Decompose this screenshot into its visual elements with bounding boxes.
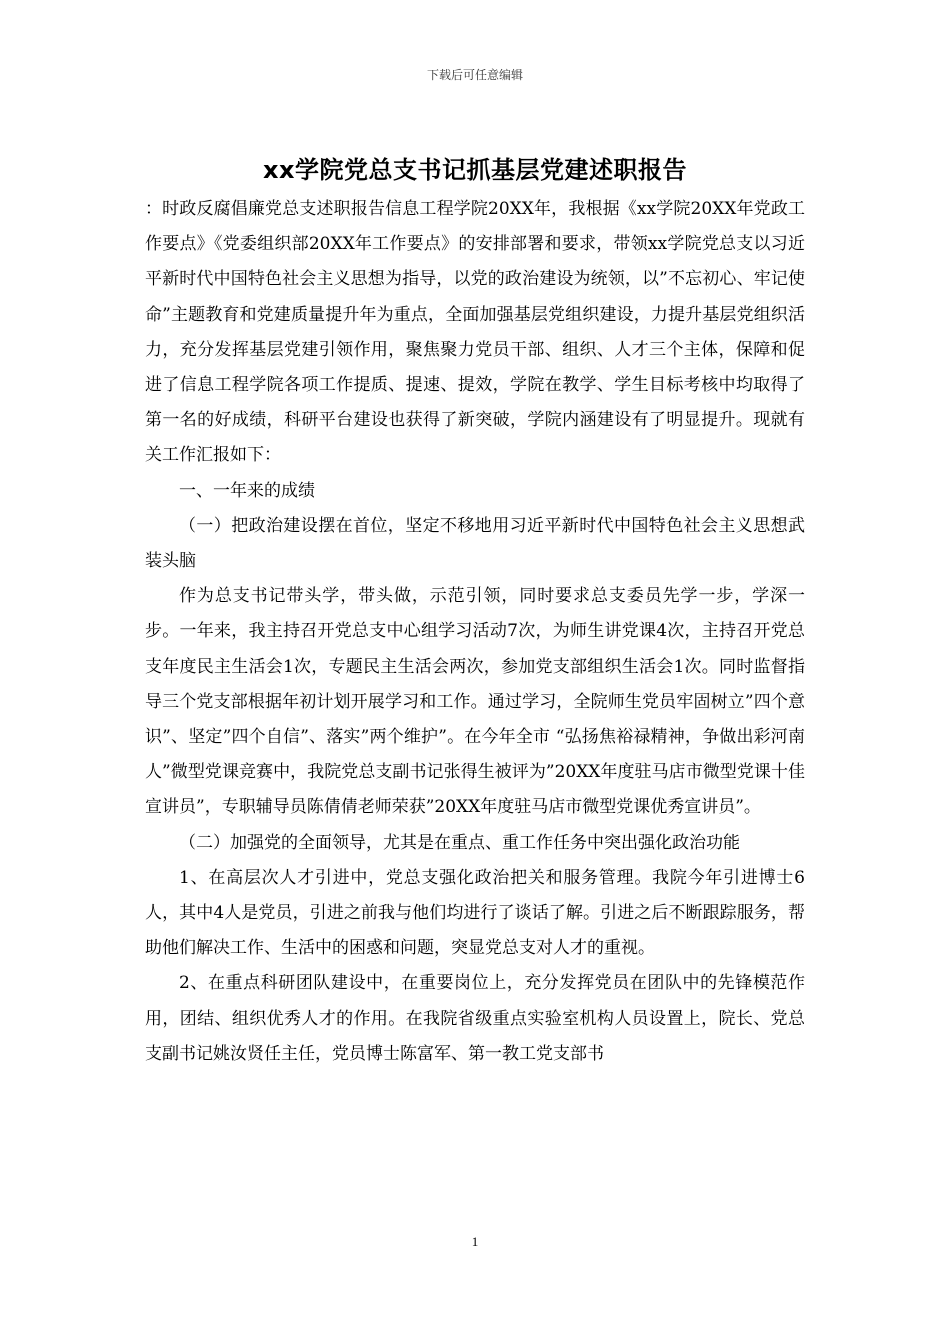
body-paragraph-intro: ：时政反腐倡廉党总支述职报告信息工程学院20XX年，我根据《xx学院20XX年党政工作要点》《党委组织部20XX年工作要点》的安排部署和要求，带领xx学院党总支以习近平新时代中国特色社会主义思想为指导，以党的政治建设为统领，以”不忘初心、牢记使命”主题教育和党建质量提升年为重点，全面加强基层党组织建设，力提升基层党组织活力，充分发挥基层党建引领作用，聚焦聚力党员干部、组织、人才三个主体，保障和促进了信息工程学院各项工作提质、提速、提效，学院在教学、学生目标考核中均取得了第一名的好成绩，科研平台建设也获得了新突破，学院内涵建设有了明显提升。现就有关工作汇报如下： xyxy=(145,199,805,466)
header-note: 下载后可任意编辑 xyxy=(426,68,523,82)
subsection-heading-political-building: （一）把政治建设摆在首位，坚定不移地用习近平新时代中国特色社会主义思想武装头脑 xyxy=(145,515,805,572)
section-heading-achievements: 一、一年来的成绩 xyxy=(179,480,315,501)
body-paragraph-talent: 1、在高层次人才引进中，党总支强化政治把关和服务管理。我院今年引进博士6人，其中4人是党员，引进之前我与他们均进行了谈话了解。引进之后不断跟踪服务，帮助他们解决工作、生活中的困惑和问题，突显党总支对人才的重视。 xyxy=(145,867,805,959)
body-paragraph-research-team: 2、在重点科研团队建设中，在重要岗位上，充分发挥党员在团队中的先锋模范作用，团结、组织优秀人才的作用。在我院省级重点实验室机构人员设置上，院长、党总支副书记姚汝贤任主任，党员博士陈富军、第一教工党支部书 xyxy=(145,973,805,1064)
body-paragraph-study: 作为总支书记带头学，带头做，示范引领，同时要求总支委员先学一步，学深一步。一年来，我主持召开党总支中心组学习活动7次，为师生讲党课4次，主持召开党总支年度民主生活会1次，专题民主生活会两次，参加党支部组织生活会1次。同时监督指导三个党支部根据年初计划开展学习和工作。通过学习，全院师生党员牢固树立”四个意识”、坚定”四个自信”、落实”两个维护”。在今年全市 “弘扬焦裕禄精神，争做出彩河南人”微型党课竞赛中，我院党总支副书记张得生被评为”20XX年度驻马店市微型党课十佳宣讲员”，专职辅导员陈倩倩老师荣获”20XX年度驻马店市微型党课优秀宣讲员”。 xyxy=(145,586,805,818)
page-number: 1 xyxy=(471,1234,479,1249)
document-title: xx学院党总支书记抓基层党建述职报告 xyxy=(263,156,687,184)
document-body xyxy=(145,192,805,1072)
subsection-heading-leadership: （二）加强党的全面领导，尤其是在重点、重工作任务中突出强化政治功能 xyxy=(179,832,740,853)
